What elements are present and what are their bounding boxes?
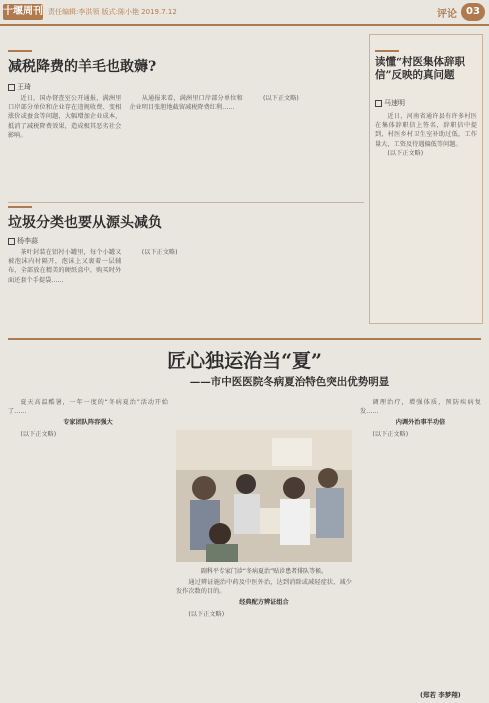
title-accent (8, 206, 32, 208)
brand-logo: 十堰周刊 (3, 4, 43, 20)
article2-author (8, 236, 38, 246)
feature-middle-body: 通过辨证施治中药及中医外治，达到消除或减轻症状、减少发作次数的目的。 经典配方辨证组合 (以下正文略) (176, 579, 352, 618)
author-name: 杨李蒜 (17, 237, 38, 245)
article1-col2: 从通报来看，满洲里口岸部分单位和企业明目张胆地截留减税降费红利…… (129, 95, 243, 112)
author-name: 马速明 (384, 99, 405, 107)
subhead: 经典配方辨证组合 (239, 599, 289, 607)
article2-col1: 茶叶封装在铝衬小罐里，每个小罐又被泡沫内衬隔开，泡沫上又裹着一层辅布，全部放在精美的硬纸盒中，购买时外面还套个手提袋…… (8, 249, 122, 284)
byline: (郑若 李梦翔) (420, 691, 461, 699)
author-square-icon (375, 100, 382, 107)
box-body: 近日，河南省通许县有许多村医在集体辞职信上签名，辞职信中提到，村医乡村卫生室补助过低，工作量大，工资及待遇偏低等问题。 (以下正文略) (375, 113, 477, 157)
page-number: 03 (461, 3, 485, 21)
article2-body (8, 248, 364, 328)
photo-illustration (176, 430, 352, 562)
article2-col2: (以下正文略) (141, 249, 178, 256)
title-accent (375, 50, 399, 52)
feature-title: 匠心独运治当“夏” (167, 350, 322, 372)
article1-col1: 近日，国办督查室公开通报，满洲里口岸部分单位和企业存在违规收费、变相涨价或蚕食等问题，大幅增加企业成本，抵消了减税降费效果，造成极其恶劣社会影响。 (8, 95, 122, 139)
article1-col3: (以下正文略) (263, 95, 299, 102)
author-name: 王琦 (17, 83, 31, 91)
author-square-icon (8, 84, 15, 91)
clinic-photo (176, 430, 352, 562)
photo-caption: 副科平专家门诊“冬病夏治”贴诊患者排队等候。 (200, 568, 328, 575)
article1-author (8, 82, 31, 92)
section-label: 评论 (437, 8, 457, 20)
author-square-icon (8, 238, 15, 245)
editor-meta: 责任编辑:李洪领 版式:陈小艳 2019.7.12 (48, 8, 177, 16)
feature-left-body: 夏天高温酷暑，一年一度的“冬病夏治”活动开始了…… 专家团队阵容强大 (以下正文略) (8, 399, 168, 438)
section-divider (8, 338, 481, 340)
divider (8, 202, 364, 203)
feature-subtitle: ——市中医医院冬病夏治特色突出优势明显 (189, 376, 390, 388)
feature-right-body: 调理治疗，增强体质，预防疾病复发…… 内调外治事半功倍 (以下正文略) (360, 399, 481, 438)
article2-col3 (251, 248, 364, 328)
title-accent (8, 50, 32, 52)
article1-body (8, 94, 364, 202)
subhead: 内调外治事半功倍 (395, 419, 446, 427)
page-header (0, 0, 489, 26)
article1-title: 减税降费的羊毛也敢薅? (8, 59, 157, 75)
box-author (375, 98, 405, 108)
header-rule (0, 24, 489, 26)
subhead: 专家团队阵容强大 (63, 419, 113, 427)
article2-title: 垃圾分类也要从源头减负 (8, 215, 162, 231)
box-title: 读懂“村医集体辞职信”反映的真问题 (375, 56, 466, 81)
